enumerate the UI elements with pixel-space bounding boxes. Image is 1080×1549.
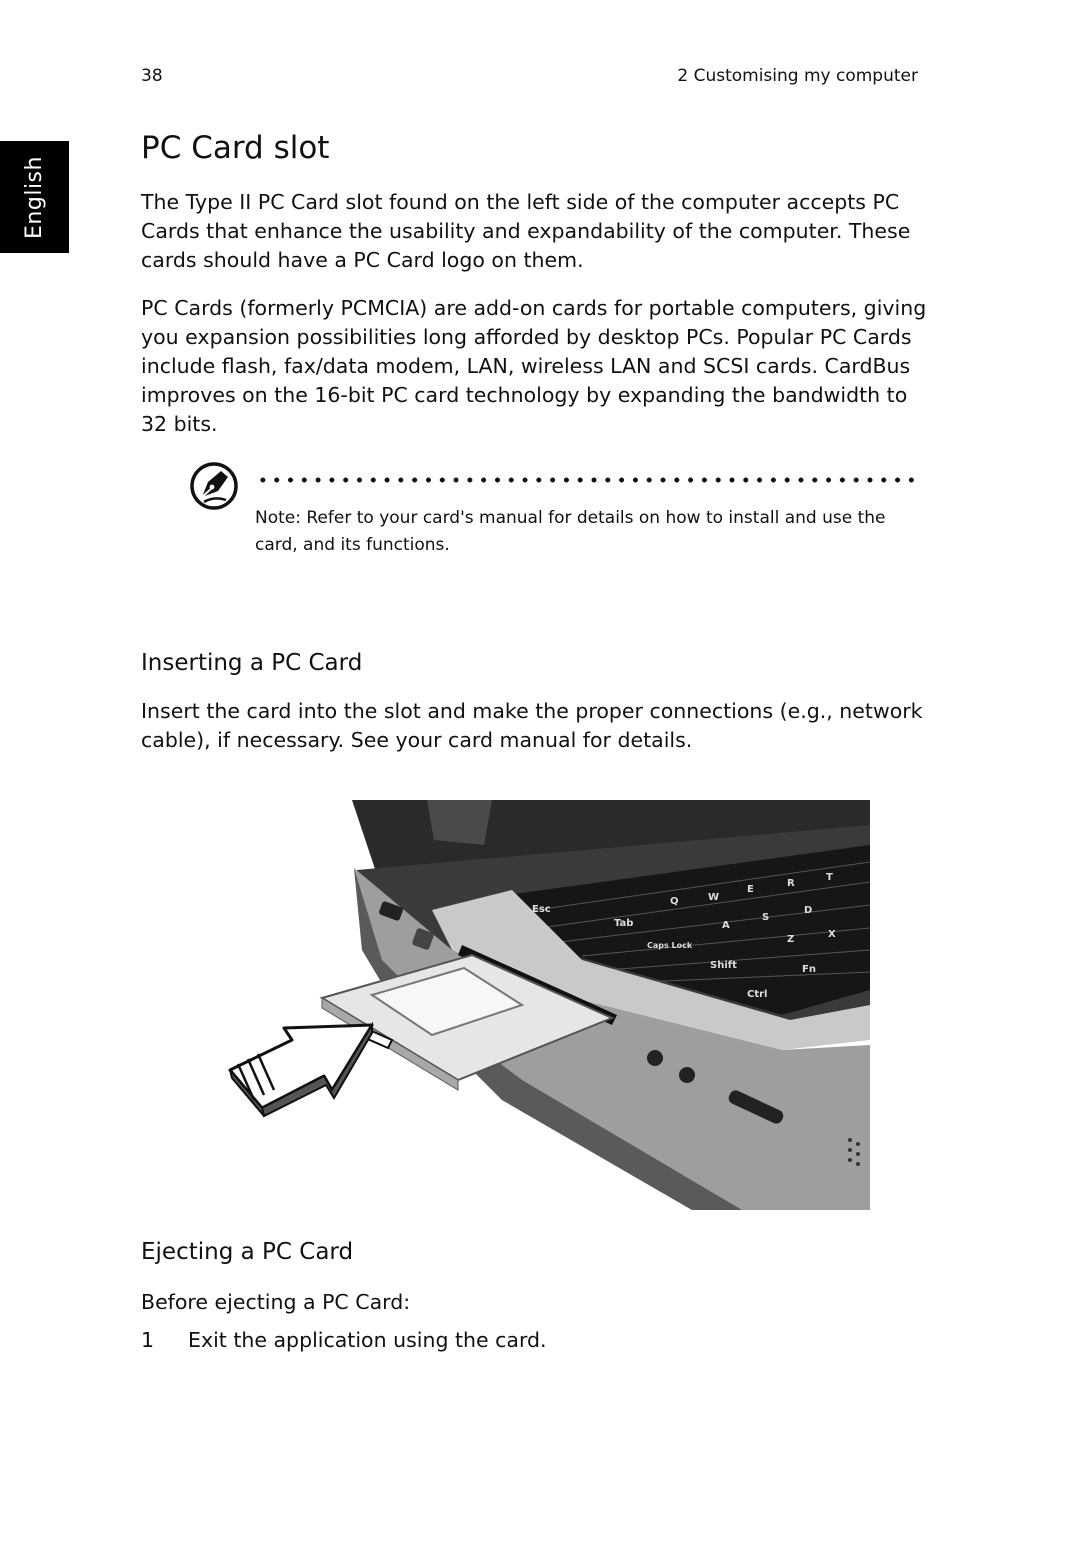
step-number: 1 <box>141 1328 155 1352</box>
illus-key-capslock: Caps Lock <box>647 941 693 950</box>
illus-key-z: Z <box>787 934 795 945</box>
illus-key-esc: Esc <box>532 904 551 915</box>
step-text: Exit the application using the card. <box>188 1328 547 1352</box>
illus-key-r: R <box>787 878 795 889</box>
language-tab <box>0 141 69 253</box>
page-number: 38 <box>141 66 163 86</box>
illus-key-t: T <box>826 872 833 883</box>
illus-key-tab: Tab <box>614 918 634 929</box>
pc-cards-paragraph: PC Cards (formerly PCMCIA) are add-on cards for portable computers, giving you expansion possibilities long afforded by desktop PCs. Popular PC Cards include flash, fax/data modem, LAN, wireless LAN and SCSI cards. CardBus improves on the 16-bit PC card technology by expanding the bandwidth to 32 bits. <box>141 296 927 436</box>
note-body: Refer to your card's manual for details on how to install and use the card, and its functions. <box>255 508 886 555</box>
illus-key-s: S <box>762 912 770 923</box>
note-pen-icon <box>188 460 240 512</box>
illus-key-e: E <box>747 884 754 895</box>
illus-key-fn: Fn <box>802 964 816 975</box>
illus-key-ctrl: Ctrl <box>747 989 768 1000</box>
note-divider <box>256 476 918 484</box>
pc-card-insertion-illustration <box>222 800 870 1210</box>
note-text <box>255 505 915 559</box>
illus-key-d: D <box>804 905 813 916</box>
illus-key-a: A <box>722 920 730 931</box>
ejecting-intro: Before ejecting a PC Card: <box>141 1290 411 1314</box>
inserting-text: Insert the card into the slot and make the proper connections (e.g., network cable), if necessary. See your card manual for details. <box>141 699 923 752</box>
note-label: Note: <box>255 508 301 528</box>
intro-paragraph: The Type II PC Card slot found on the left side of the computer accepts PC Cards that enhance the usability and expandability of the computer. These cards should have a PC Card logo on them. <box>141 190 911 272</box>
illus-key-shift: Shift <box>710 960 737 971</box>
ejecting-heading: Ejecting a PC Card <box>141 1239 354 1265</box>
section-title: PC Card slot <box>141 130 330 166</box>
language-tab-label: English <box>22 155 48 239</box>
illus-key-w: W <box>708 892 720 903</box>
illus-key-q: Q <box>670 896 679 907</box>
chapter-header: 2 Customising my computer <box>677 66 918 86</box>
inserting-heading: Inserting a PC Card <box>141 650 363 676</box>
illus-key-x: X <box>828 929 836 940</box>
